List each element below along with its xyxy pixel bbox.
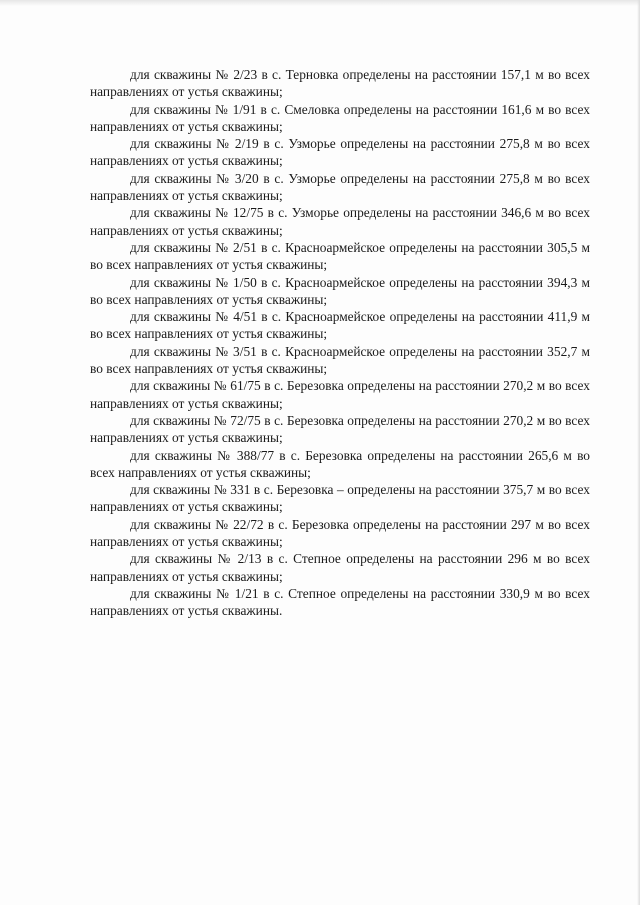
- paragraph-well-61-75: для скважины № 61/75 в с. Березовка определены на расстоянии 270,2 м во всех направлениях от устья скважины;: [90, 378, 590, 411]
- paragraph-well-72-75: для скважины № 72/75 в с. Березовка определены на расстоянии 270,2 м во всех направлениях от устья скважины;: [90, 412, 590, 446]
- scan-edge-top: [0, 0, 640, 6]
- paragraph-well-22-72: для скважины № 22/72 в с. Березовка определены на расстоянии 297 м во всех направлениях от устья скважины;: [90, 516, 590, 550]
- paragraph-well-4-51: для скважины № 4/51 в с. Красноармейское определены на расстоянии 411,9 м во всех направлениях от устья скважины;: [90, 309, 590, 342]
- paragraph-well-331: для скважины № 331 в с. Березовка – определены на расстоянии 375,7 м во всех направлениях от устья скважины;: [90, 482, 590, 515]
- paragraph-well-3-20: для скважины № 3/20 в с. Узморье определены на расстоянии 275,8 м во всех направлениях от устья скважины;: [90, 170, 590, 204]
- paragraph-well-1-50: для скважины № 1/50 в с. Красноармейское определены на расстоянии 394,3 м во всех направлениях от устья скважины;: [90, 274, 590, 307]
- paragraph-well-2-23: для скважины № 2/23 в с. Терновка определены на расстоянии 157,1 м во всех направлениях от устья скважины;: [90, 67, 590, 100]
- paragraph-well-2-19: для скважины № 2/19 в с. Узморье определены на расстоянии 275,8 м во всех направлениях от устья скважины;: [90, 136, 590, 169]
- paragraph-well-3-51: для скважины № 3/51 в с. Красноармейское определены на расстоянии 352,7 м во всех направлениях от устья скважины;: [90, 343, 590, 377]
- paragraph-well-2-13: для скважины № 2/13 в с. Степное определены на расстоянии 296 м во всех направлениях от устья скважины;: [90, 551, 590, 584]
- paragraph-well-1-91: для скважины № 1/91 в с. Смеловка определены на расстоянии 161,6 м во всех направлениях от устья скважины;: [90, 101, 590, 134]
- paragraph-well-1-21: для скважины № 1/21 в с. Степное определены на расстоянии 330,9 м во всех направлениях от устья скважины.: [90, 585, 590, 619]
- paragraph-well-12-75: для скважины № 12/75 в с. Узморье определены на расстоянии 346,6 м во всех направлениях от устья скважины;: [90, 205, 590, 238]
- paragraph-well-388-77: для скважины № 388/77 в с. Березовка определены на расстоянии 265,6 м во всех направлениях от устья скважины;: [90, 447, 590, 480]
- paragraph-well-2-51: для скважины № 2/51 в с. Красноармейское определены на расстоянии 305,5 м во всех направлениях от устья скважины;: [90, 239, 590, 273]
- document-body: [90, 66, 590, 620]
